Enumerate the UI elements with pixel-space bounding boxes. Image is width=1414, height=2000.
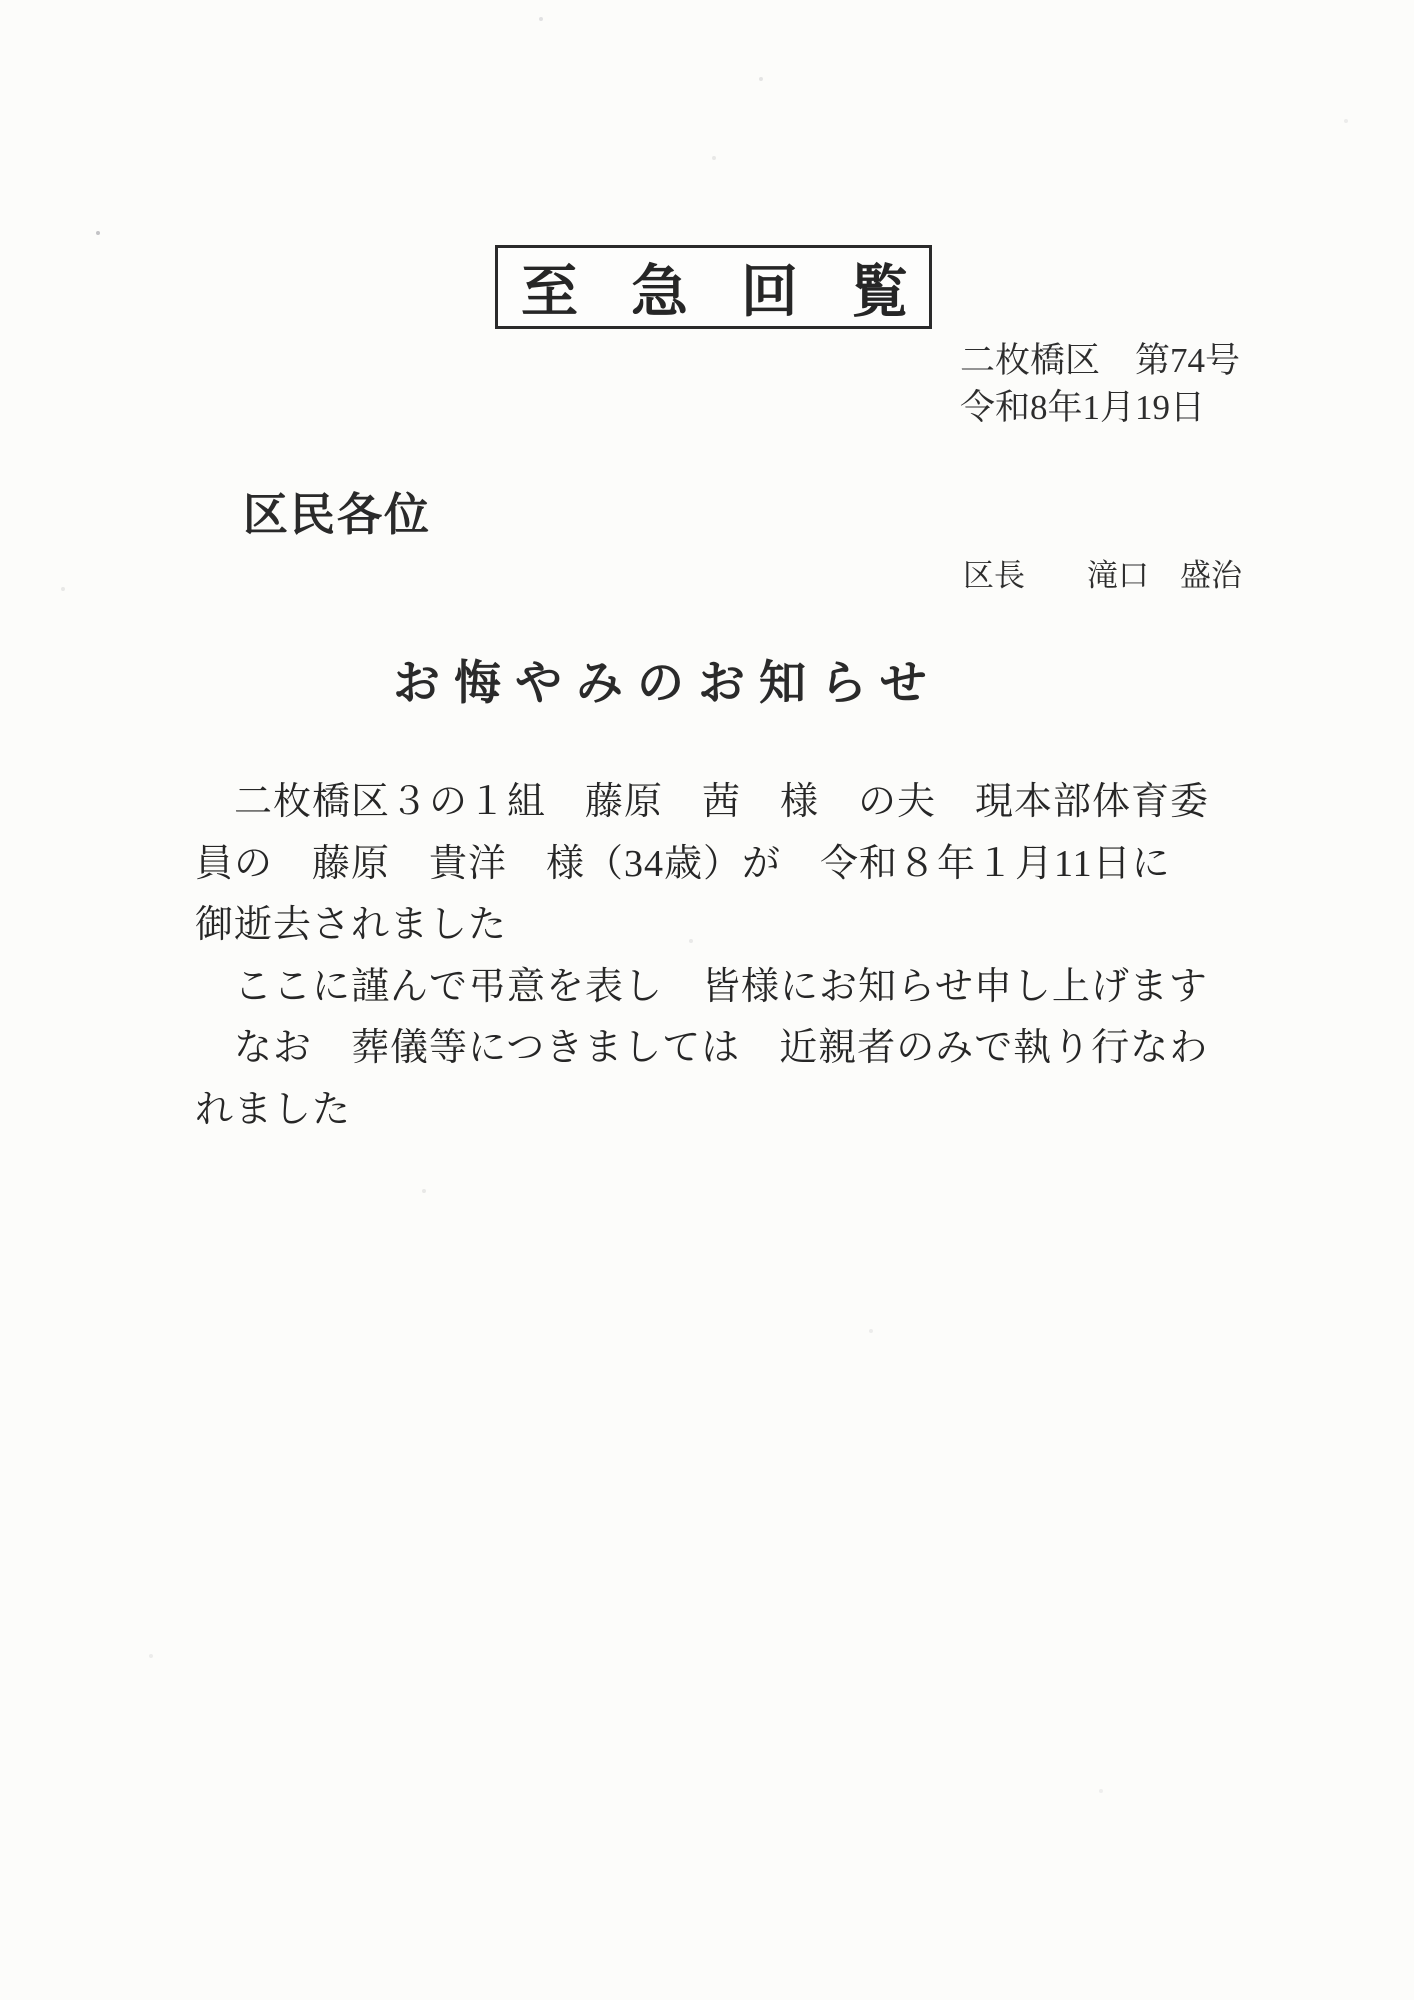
notice-title: お悔やみのお知らせ [393,658,941,710]
body-line: 御逝去されました [195,904,508,946]
addressee: 区民各位 [243,489,432,540]
sender-name: 区長 滝口 盛治 [963,558,1242,593]
body-line: 二枚橋区３の１組 藤原 茜 様 の夫 現本部体育委 [195,781,1210,823]
urgent-circulation-stamp [495,245,932,329]
issue-date: 令和8年1月19日 [960,388,1206,427]
body-line: ここに謹んで弔意を表し 皆様にお知らせ申し上げます [195,965,1208,1008]
document-number: 二枚橋区 第74号 [960,341,1241,380]
body-line: 員の 藤原 貴洋 様（34歳）が 令和８年１月11日に [195,842,1171,885]
body-line: なお 葬儀等につきましては 近親者のみで執り行なわ [195,1027,1209,1069]
urgent-circulation-stamp-text: 至 急 回 覧 [521,260,906,324]
body-line: れました [195,1088,352,1131]
notice-body [195,772,1255,1141]
scan-speckles [0,0,2,2]
